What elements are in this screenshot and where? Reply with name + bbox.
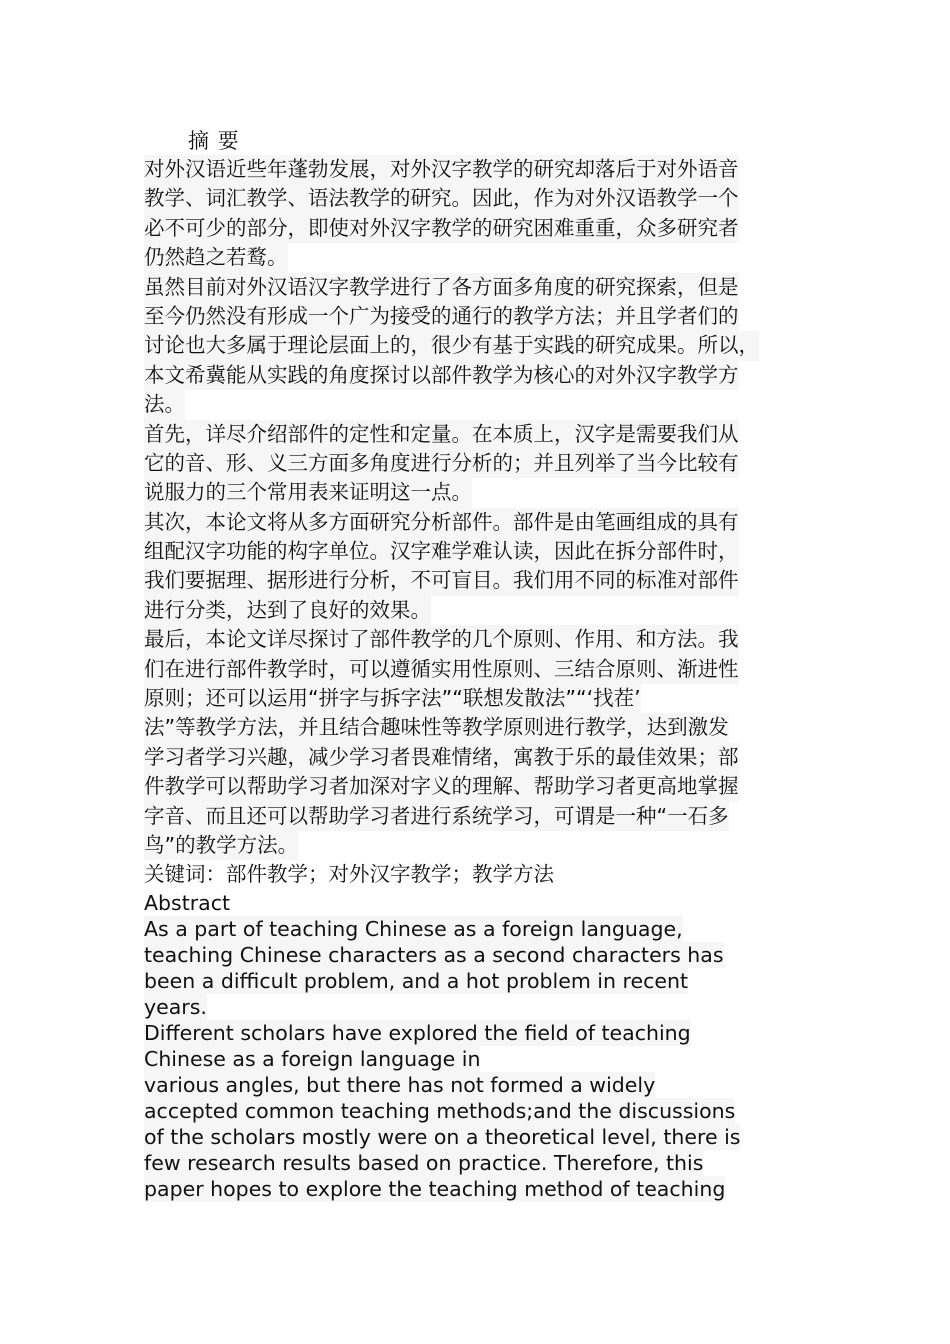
- text-line: 讨论也大多属于理论层面上的，很少有基于实践的研究成果。所以，: [144, 331, 759, 360]
- text-line: Different scholars have explored the field of teaching: [144, 1020, 691, 1045]
- english-abstract-body: [144, 916, 824, 1202]
- text-line: 件教学可以帮助学习者加深对字义的理解、帮助学习者更高地掌握: [144, 772, 739, 801]
- text-line: Chinese as a foreign language in: [144, 1046, 481, 1071]
- text-line: 法”等教学方法，并且结合趣味性等教学原则进行教学，达到激发: [144, 713, 729, 742]
- abstract-heading-zh: 摘 要: [188, 129, 240, 153]
- text-line: teaching Chinese characters as a second characters has: [144, 942, 724, 967]
- document-content: [144, 127, 824, 1202]
- text-line: 鸟”的教学方法。: [144, 831, 298, 860]
- text-line: 原则；还可以运用“拼字与拆字法”“联想发散法”“‘找茬’: [144, 684, 641, 713]
- text-line: 本文希冀能从实践的角度探讨以部件教学为核心的对外汉字教学方: [144, 361, 739, 390]
- text-line: 最后，本论文详尽探讨了部件教学的几个原则、作用、和方法。我: [144, 625, 739, 654]
- text-line: years.: [144, 994, 207, 1019]
- abstract-heading-en: Abstract: [144, 890, 231, 915]
- text-line: As a part of teaching Chinese as a foreign language,: [144, 916, 683, 941]
- text-line: 首先，详尽介绍部件的定性和定量。在本质上，汉字是需要我们从: [144, 420, 739, 449]
- text-line: 仍然趋之若鹜。: [144, 243, 288, 272]
- text-line: 字音、而且还可以帮助学习者进行系统学习，可谓是一种“一石多: [144, 802, 729, 831]
- text-line: 学习者学习兴趣，减少学习者畏难情绪，寓教于乐的最佳效果；部: [144, 743, 739, 772]
- text-line: various angles, but there has not formed a widely: [144, 1072, 656, 1097]
- text-line: few research results based on practice. Therefore, this: [144, 1150, 704, 1175]
- text-line: 虽然目前对外汉语汉字教学进行了各方面多角度的研究探索，但是: [144, 273, 739, 302]
- text-line: 对外汉语近些年蓬勃发展，对外汉字教学的研究却落后于对外语音: [144, 155, 739, 184]
- text-line: 们在进行部件教学时，可以遵循实用性原则、三结合原则、渐进性: [144, 655, 739, 684]
- text-line: 至今仍然没有形成一个广为接受的通行的教学方法；并且学者们的: [144, 302, 739, 331]
- text-line: been a difficult problem, and a hot problem in recent: [144, 968, 689, 993]
- text-line: 组配汉字功能的构字单位。汉字难学难认读，因此在拆分部件时，: [144, 537, 739, 566]
- text-line: 说服力的三个常用表来证明这一点。: [144, 478, 472, 507]
- text-line: 其次，本论文将从多方面研究分析部件。部件是由笔画组成的具有: [144, 508, 739, 537]
- chinese-abstract-body: [144, 155, 824, 860]
- text-line: 我们要据理、据形进行分析，不可盲目。我们用不同的标准对部件: [144, 566, 739, 595]
- text-line: paper hopes to explore the teaching method of teaching: [144, 1176, 726, 1201]
- text-line: 必不可少的部分，即使对外汉字教学的研究困难重重，众多研究者: [144, 214, 739, 243]
- text-line: 它的音、形、义三方面多角度进行分析的；并且列举了当今比较有: [144, 449, 739, 478]
- keywords-line: 关键词：部件教学；对外汉字教学；教学方法: [144, 862, 554, 887]
- text-line: of the scholars mostly were on a theoretical level, there is: [144, 1124, 741, 1149]
- text-line: 法。: [144, 390, 185, 419]
- text-line: accepted common teaching methods;and the discussions: [144, 1098, 736, 1123]
- text-line: 教学、词汇教学、语法教学的研究。因此，作为对外汉语教学一个: [144, 184, 739, 213]
- text-line: 进行分类，达到了良好的效果。: [144, 596, 431, 625]
